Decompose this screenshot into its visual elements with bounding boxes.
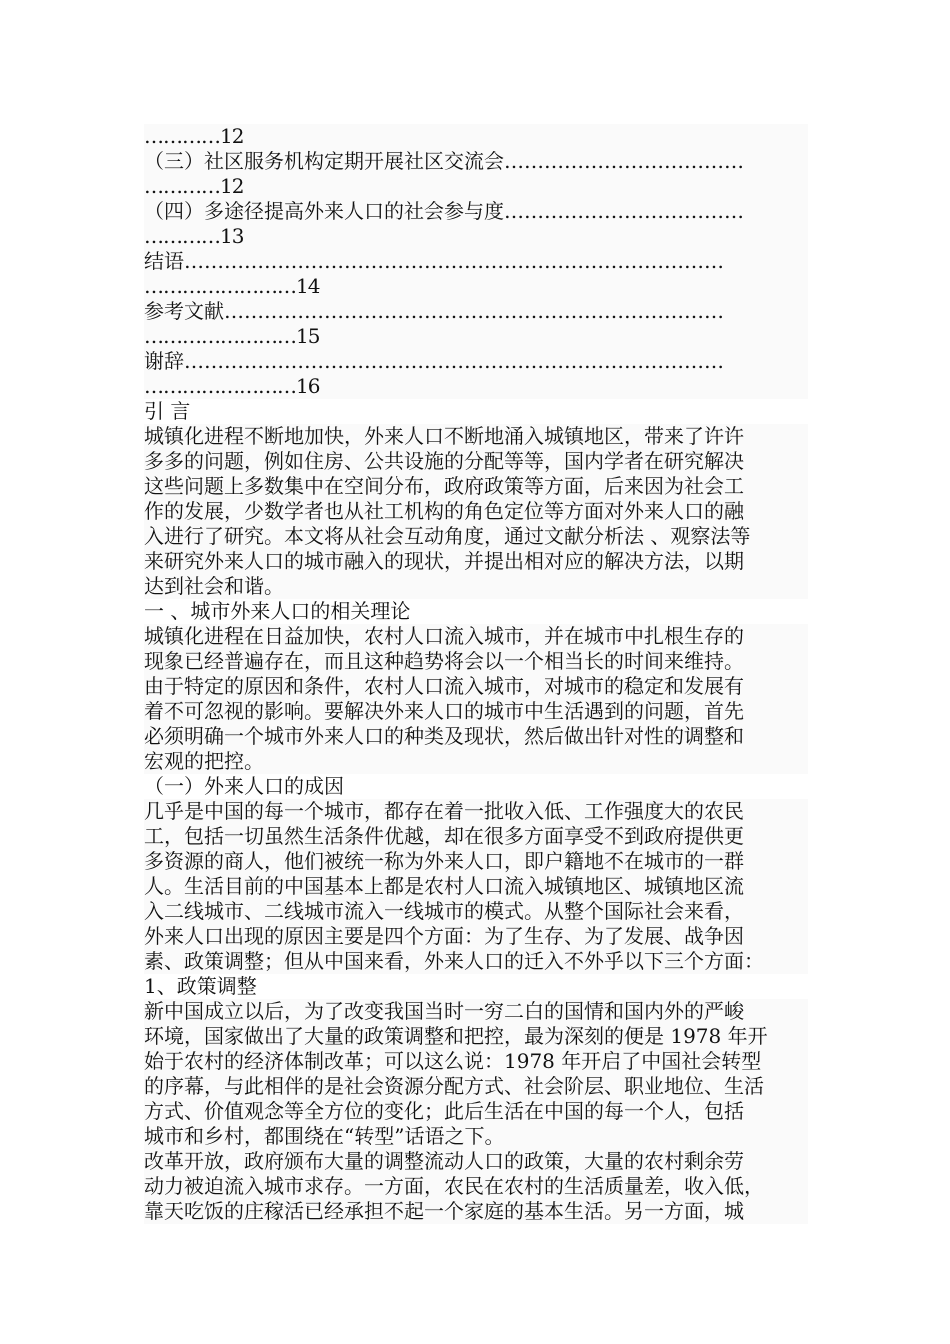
text-line: 城镇化进程在日益加快，农村人口流入城市，并在城市中扎根生存的 — [144, 624, 808, 649]
text-line: 这些问题上多数集中在空间分布，政府政策等方面，后来因为社会工 — [144, 474, 808, 499]
toc-entry-references: 参考文献………………………………………………………………… — [144, 299, 808, 324]
text-line: 宏观的把控。 — [144, 749, 808, 774]
toc-entry-page: ……………………15 — [144, 324, 808, 349]
text-line: 入二线城市、二线城市流入一线城市的模式。从整个国际社会来看， — [144, 899, 808, 924]
subsection-heading-causes: （一）外来人口的成因 — [144, 774, 808, 799]
text-line: 动力被迫流入城市求存。一方面，农民在农村的生活质量差，收入低， — [144, 1174, 808, 1199]
text-line: 工，包括一切虽然生活条件优越，却在很多方面享受不到政府提供更 — [144, 824, 808, 849]
text-line: 的序幕，与此相伴的是社会资源分配方式、社会阶层、职业地位、生活 — [144, 1074, 808, 1099]
paragraph-causes — [144, 799, 808, 974]
toc-entry-conclusion: 结语……………………………………………………………………… — [144, 249, 808, 274]
text-line: 由于特定的原因和条件，农村人口流入城市，对城市的稳定和发展有 — [144, 674, 808, 699]
text-line: 作的发展，少数学者也从社工机构的角色定位等方面对外来人口的融 — [144, 499, 808, 524]
document-page — [144, 124, 808, 1224]
paragraph-policy — [144, 999, 808, 1149]
paragraph-reform — [144, 1149, 808, 1224]
text-line: 靠天吃饭的庄稼活已经承担不起一个家庭的基本生活。另一方面，城 — [144, 1199, 808, 1224]
text-line: 城镇化进程不断地加快，外来人口不断地涌入城镇地区，带来了许许 — [144, 424, 808, 449]
toc-entry-social-participation: （四）多途径提高外来人口的社会参与度……………………………… — [144, 199, 808, 224]
toc-entry-acknowledgements: 谢辞……………………………………………………………………… — [144, 349, 808, 374]
paragraph-introduction — [144, 424, 808, 599]
text-line: 方式、价值观念等全方位的变化；此后生活在中国的每一个人，包括 — [144, 1099, 808, 1124]
toc-entry-page: …………13 — [144, 224, 808, 249]
text-line: 人。生活目前的中国基本上都是农村人口流入城镇地区、城镇地区流 — [144, 874, 808, 899]
toc-entry-page: ……………………14 — [144, 274, 808, 299]
text-line: 几乎是中国的每一个城市，都存在着一批收入低、工作强度大的农民 — [144, 799, 808, 824]
paragraph-theory — [144, 624, 808, 774]
text-line: 多多的问题，例如住房、公共设施的分配等等，国内学者在研究解决 — [144, 449, 808, 474]
text-line: 着不可忽视的影响。要解决外来人口的城市中生活遇到的问题，首先 — [144, 699, 808, 724]
text-line: 改革开放，政府颁布大量的调整流动人口的政策，大量的农村剩余劳 — [144, 1149, 808, 1174]
toc-entry-page: …………12 — [144, 174, 808, 199]
document-body — [144, 399, 808, 1224]
toc-line: …………12 — [144, 124, 808, 149]
table-of-contents — [144, 124, 808, 399]
text-line: 达到社会和谐。 — [144, 574, 808, 599]
toc-entry-page: ……………………16 — [144, 374, 808, 399]
text-line: 素、政策调整；但从中国来看，外来人口的迁入不外乎以下三个方面： — [144, 949, 808, 974]
text-line: 新中国成立以后，为了改变我国当时一穷二白的国情和国内外的严峻 — [144, 999, 808, 1024]
section-heading-introduction: 引 言 — [144, 399, 808, 424]
text-line: 外来人口出现的原因主要是四个方面：为了生存、为了发展、战争因 — [144, 924, 808, 949]
text-line: 多资源的商人，他们被统一称为外来人口，即户籍地不在城市的一群 — [144, 849, 808, 874]
text-line: 现象已经普遍存在，而且这种趋势将会以一个相当长的时间来维持。 — [144, 649, 808, 674]
text-line: 城市和乡村，都围绕在“转型”话语之下。 — [144, 1124, 808, 1149]
section-heading-theory: 一 、城市外来人口的相关理论 — [144, 599, 808, 624]
text-line: 来研究外来人口的城市融入的现状，并提出相对应的解决方法，以期 — [144, 549, 808, 574]
text-line: 必须明确一个城市外来人口的种类及现状，然后做出针对性的调整和 — [144, 724, 808, 749]
text-line: 环境，国家做出了大量的政策调整和把控，最为深刻的便是 1978 年开 — [144, 1024, 808, 1049]
text-line: 入进行了研究。本文将从社会互动角度，通过文献分析法 、观察法等 — [144, 524, 808, 549]
toc-entry-community-exchange: （三）社区服务机构定期开展社区交流会……………………………… — [144, 149, 808, 174]
item-heading-policy-adjustment: 1、政策调整 — [144, 974, 808, 999]
text-line: 始于农村的经济体制改革；可以这么说：1978 年开启了中国社会转型 — [144, 1049, 808, 1074]
